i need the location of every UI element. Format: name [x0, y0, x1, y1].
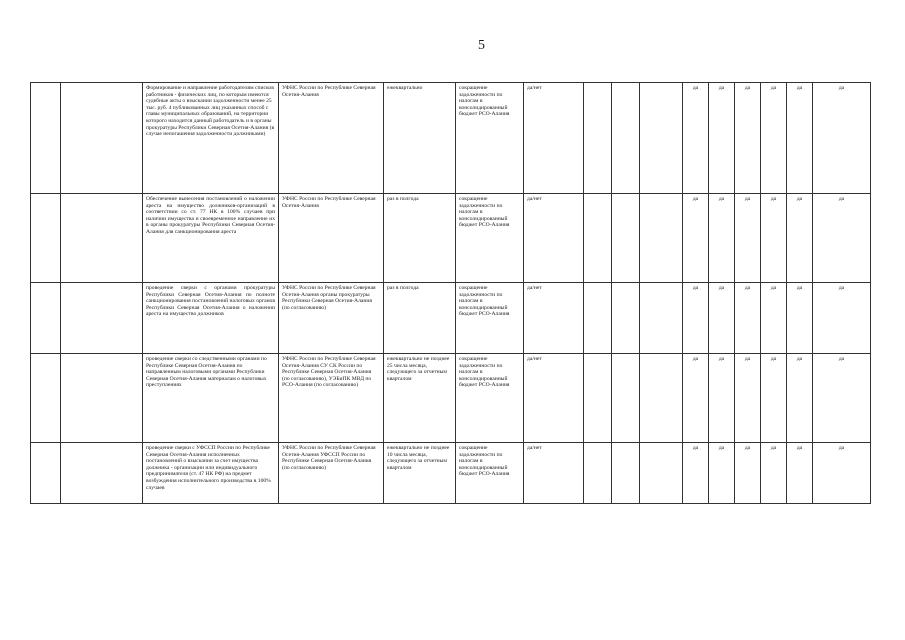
mark-cell: да — [683, 354, 709, 443]
action-cell: проведение сверки с органами прокуратуры Республики Северная Осетия-Алания по полноте санкционирования постановлений налоговых органов Республики Северная Осетия-Алания о наложении ареста на имущество должников — [143, 283, 279, 354]
mark-cell: да — [787, 83, 813, 194]
indicator-cell: да/нет — [524, 283, 584, 354]
section-cell — [61, 83, 143, 194]
section-cell — [61, 283, 143, 354]
mark-cell: да — [709, 443, 735, 504]
empty-cell — [584, 83, 612, 194]
row-number-cell — [31, 283, 61, 354]
mark-cell: да — [813, 283, 871, 354]
term-cell: раз в полгода — [384, 283, 456, 354]
executor-cell: УФНС России по Республике Северная Осетия-Алания УФССП России по Республике Северная Осетия-Алания (по согласованию) — [279, 443, 384, 504]
mark-cell: да — [787, 194, 813, 283]
action-cell: Формирование и направление работодателям списков работников - физических лиц, по которым имеются судебные акты о взыскании задолженности менее 25 тыс. руб. 4 публикованных лиц указанных способ с главы муниципальных образований, на территории которого находится данный работодатель и в органы прокуратуры Республики Северная Осетия-Алания (в случае непогашения задолженности должниками) — [143, 83, 279, 194]
empty-cell — [612, 83, 640, 194]
mark-cell: да — [709, 194, 735, 283]
table-row — [31, 354, 871, 443]
result-cell: сокращение задолженности по налогам в консолидированный бюджет РСО-Алания — [456, 194, 524, 283]
empty-cell — [640, 83, 683, 194]
mark-cell: да — [683, 83, 709, 194]
mark-cell: да — [735, 443, 761, 504]
table-row — [31, 283, 871, 354]
section-cell — [61, 354, 143, 443]
mark-cell: да — [813, 443, 871, 504]
action-cell: Обеспечение вынесения постановлений о наложении ареста на имущество должников-организаций в соответствии со ст. 77 НК в 100% случаев при наличии имущества и своевременное направление их в органы прокуратуры Республики Северная Осетия-Алания для санкционирования ареста — [143, 194, 279, 283]
mark-cell: да — [735, 194, 761, 283]
term-cell: раз в полгода — [384, 194, 456, 283]
mark-cell: да — [761, 283, 787, 354]
mark-cell: да — [735, 83, 761, 194]
row-number-cell — [31, 354, 61, 443]
empty-cell — [612, 354, 640, 443]
mark-cell: да — [683, 194, 709, 283]
table-row — [31, 83, 871, 194]
page-number: 5 — [478, 38, 485, 53]
result-cell: сокращение задолженности по налогам в консолидированный бюджет РСО-Алания — [456, 354, 524, 443]
row-number-cell — [31, 194, 61, 283]
mark-cell: да — [709, 283, 735, 354]
mark-cell: да — [761, 83, 787, 194]
row-number-cell — [31, 83, 61, 194]
mark-cell: да — [683, 443, 709, 504]
mark-cell: да — [735, 354, 761, 443]
indicator-cell: да/нет — [524, 194, 584, 283]
action-cell: проведение сверки со следственными органами по Республике Северная Осетия-Алания по направленным налоговыми органами Республики Северная Осетия-Алания материалам о налоговых преступлениях — [143, 354, 279, 443]
term-cell: ежеквартально не позднее 10 числа месяца, следующего за отчетным кварталом — [384, 443, 456, 504]
empty-cell — [640, 283, 683, 354]
mark-cell: да — [813, 354, 871, 443]
empty-cell — [584, 354, 612, 443]
executor-cell: УФНС России по Республике Северная Осетия-Алания СУ СК России по Республике Северная Осетия-Алания (по согласованию), УЭБиПК МВД по РСО-Алания (по согласованию) — [279, 354, 384, 443]
executor-cell: УФНС России по Республике Северная Осетия-Алания органы прокуратуры Республики Северная Осетия-Алания (по согласованию) — [279, 283, 384, 354]
table-row — [31, 194, 871, 283]
section-cell — [61, 194, 143, 283]
executor-cell: УФНС России по Республике Северная Осетия-Алания — [279, 83, 384, 194]
indicator-cell: да/нет — [524, 354, 584, 443]
mark-cell: да — [787, 443, 813, 504]
term-cell: ежеквартально — [384, 83, 456, 194]
empty-cell — [584, 443, 612, 504]
action-cell: проведение сверки с УФССП России по Республике Северная Осетия-Алания исполненных постановлений о взыскании за счет имущества должника - организации или индивидуального предпринимателя (ст. 47 НК РФ) на предмет возбуждения исполнительного производства в 100% случаев — [143, 443, 279, 504]
mark-cell: да — [813, 194, 871, 283]
empty-cell — [640, 354, 683, 443]
mark-cell: да — [735, 283, 761, 354]
indicator-cell: да/нет — [524, 443, 584, 504]
indicator-cell: да/нет — [524, 83, 584, 194]
mark-cell: да — [761, 194, 787, 283]
table-row — [31, 443, 871, 504]
empty-cell — [612, 443, 640, 504]
mark-cell: да — [813, 83, 871, 194]
executor-cell: УФНС России по Республике Северная Осетия-Алания — [279, 194, 384, 283]
result-cell: сокращение задолженности по налогам в консолидированный бюджет РСО-Алания — [456, 83, 524, 194]
mark-cell: да — [709, 354, 735, 443]
empty-cell — [584, 194, 612, 283]
result-cell: сокращение задолженности по налогам в консолидированный бюджет РСО-Алания — [456, 443, 524, 504]
mark-cell: да — [787, 354, 813, 443]
empty-cell — [640, 194, 683, 283]
empty-cell — [612, 283, 640, 354]
term-cell: ежеквартально не позднее 25 числа месяца, следующего за отчетным кварталом — [384, 354, 456, 443]
empty-cell — [640, 443, 683, 504]
empty-cell — [612, 194, 640, 283]
mark-cell: да — [787, 283, 813, 354]
mark-cell: да — [761, 354, 787, 443]
mark-cell: да — [683, 283, 709, 354]
action-plan-table — [30, 82, 871, 504]
mark-cell: да — [709, 83, 735, 194]
section-cell — [61, 443, 143, 504]
result-cell: сокращение задолженности по налогам в консолидированный бюджет РСО-Алания — [456, 283, 524, 354]
mark-cell: да — [761, 443, 787, 504]
row-number-cell — [31, 443, 61, 504]
empty-cell — [584, 283, 612, 354]
